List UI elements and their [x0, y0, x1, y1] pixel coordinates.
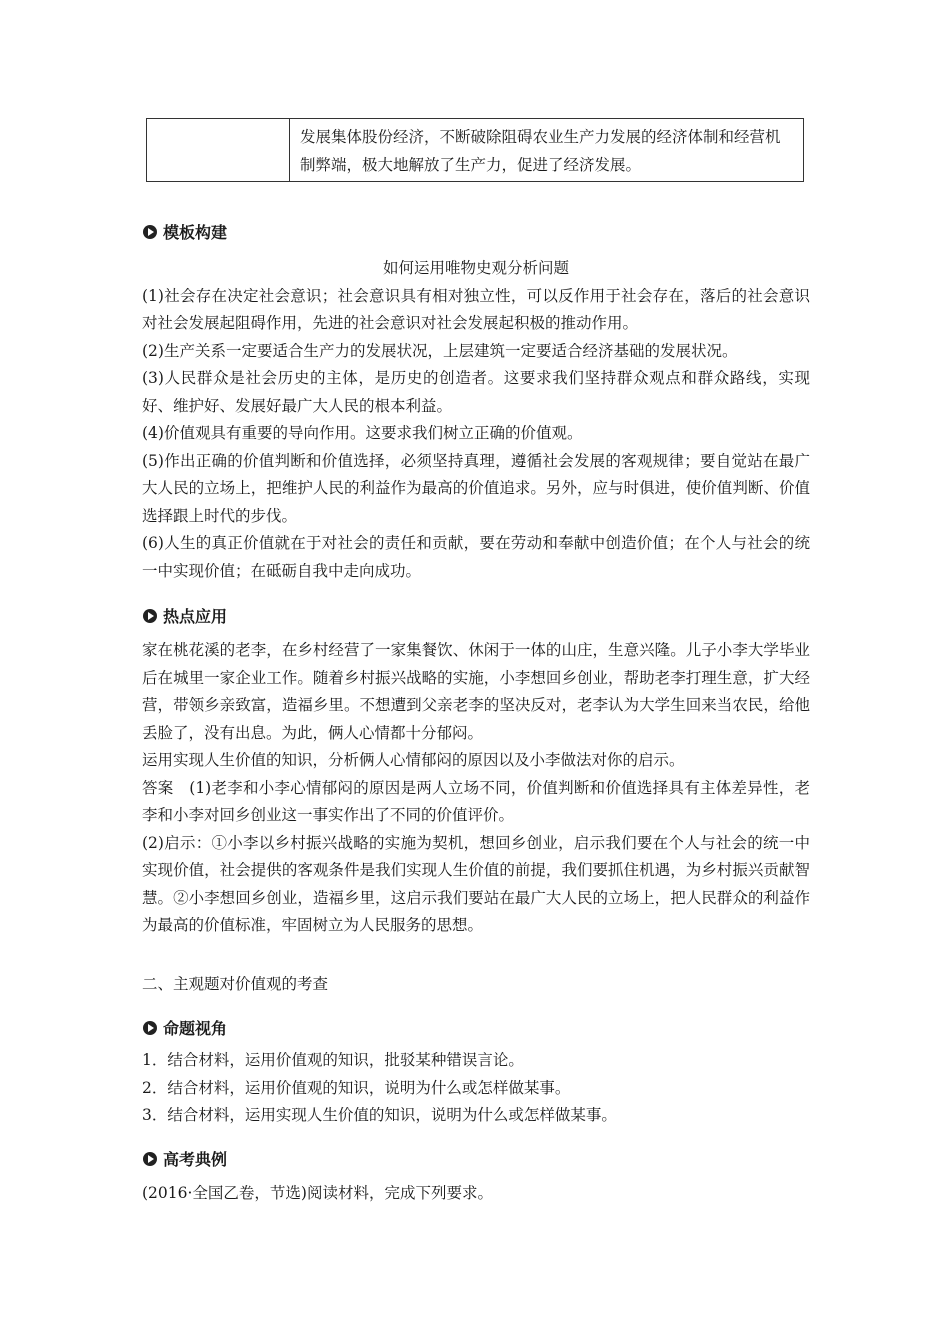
table-cell-text: 发展集体股份经济，不断破除阻碍农业生产力发展的经济体制和经营机制弊端，极大地解放了生产力，促进了经济发展。	[300, 128, 781, 174]
template-item-2: (2)生产关系一定要适合生产力的发展状况，上层建筑一定要适合经济基础的发展状况。	[142, 341, 738, 360]
play-circle-icon	[143, 609, 157, 623]
hot-heading: 热点应用	[143, 604, 227, 627]
hot-answer-2: (2)启示：①小李以乡村振兴战略的实施为契机，想回乡创业，启示我们要在个人与社会的统一中实现价值，社会提供的客观条件是我们实现人生价值的前提，我们要抓住机遇，为乡村振兴贡献智慧。②小李想回乡创业，造福乡里，这启示我们要站在最广大人民的立场上，把人民群众的利益作为最高的价值标准，牢固树立为人民服务的思想。	[142, 833, 810, 934]
hot-answer-1: 答案 (1)老李和小李心情郁闷的原因是两人立场不同，价值判断和价值选择具有主体差异性，老李和小李对回乡创业这一事实作出了不同的价值评价。	[142, 778, 810, 824]
hot-paragraph-1: 家在桃花溪的老李，在乡村经营了一家集餐饮、休闲于一体的山庄，生意兴隆。儿子小李大学毕业后在城里一家企业工作。随着乡村振兴战略的实施，小李想回乡创业，帮助老李打理生意，扩大经营，带领乡亲致富，造福乡里。不想遭到父亲老李的坚决反对，老李认为大学生回来当农民，给他丢脸了，没有出息。为此，俩人心情都十分郁闷。	[142, 641, 810, 742]
perspective-body	[142, 1047, 810, 1130]
play-circle-icon	[143, 1152, 157, 1166]
play-circle-icon	[143, 1021, 157, 1035]
section-2-title: 二、主观题对价值观的考查	[142, 975, 329, 993]
content-table	[146, 118, 804, 182]
hot-body	[142, 637, 810, 940]
template-title: 如何运用唯物史观分析问题	[382, 259, 569, 277]
perspective-item-1: 1．结合材料，运用价值观的知识，批驳某种错误言论。	[142, 1051, 524, 1069]
template-item-6: (6)人生的真正价值就在于对社会的责任和贡献，要在劳动和奉献中创造价值；在个人与社会的统一中实现价值；在砥砺自我中走向成功。	[142, 534, 810, 580]
play-circle-icon	[143, 225, 157, 239]
exam-text: (2016·全国乙卷，节选)阅读材料，完成下列要求。	[142, 1184, 493, 1202]
table-cell-empty	[147, 119, 290, 181]
template-item-1: (1)社会存在决定社会意识；社会意识具有相对独立性，可以反作用于社会存在，落后的社会意识对社会发展起阻碍作用，先进的社会意识对社会发展起积极的推动作用。	[142, 286, 810, 332]
template-heading: 模板构建	[143, 220, 227, 243]
perspective-item-2: 2．结合材料，运用价值观的知识，说明为什么或怎样做某事。	[142, 1078, 571, 1097]
perspective-item-3: 3．结合材料，运用实现人生价值的知识，说明为什么或怎样做某事。	[142, 1106, 617, 1124]
hot-paragraph-2: 运用实现人生价值的知识，分析俩人心情郁闷的原因以及小李做法对你的启示。	[142, 751, 685, 769]
exam-body	[142, 1180, 810, 1208]
template-item-3: (3)人民群众是社会历史的主体，是历史的创造者。这要求我们坚持群众观点和群众路线，实现好、维护好、发展好最广大人民的根本利益。	[142, 369, 810, 415]
template-body	[142, 255, 810, 585]
exam-heading: 高考典例	[143, 1147, 227, 1170]
template-item-4: (4)价值观具有重要的导向作用。这要求我们树立正确的价值观。	[142, 424, 583, 442]
template-item-5: (5)作出正确的价值判断和价值选择，必须坚持真理，遵循社会发展的客观规律；要自觉站在最广大人民的立场上，把维护人民的利益作为最高的价值追求。另外，应与时俱进，使价值判断、价值选择跟上时代的步伐。	[142, 451, 810, 525]
perspective-heading: 命题视角	[143, 1016, 227, 1039]
